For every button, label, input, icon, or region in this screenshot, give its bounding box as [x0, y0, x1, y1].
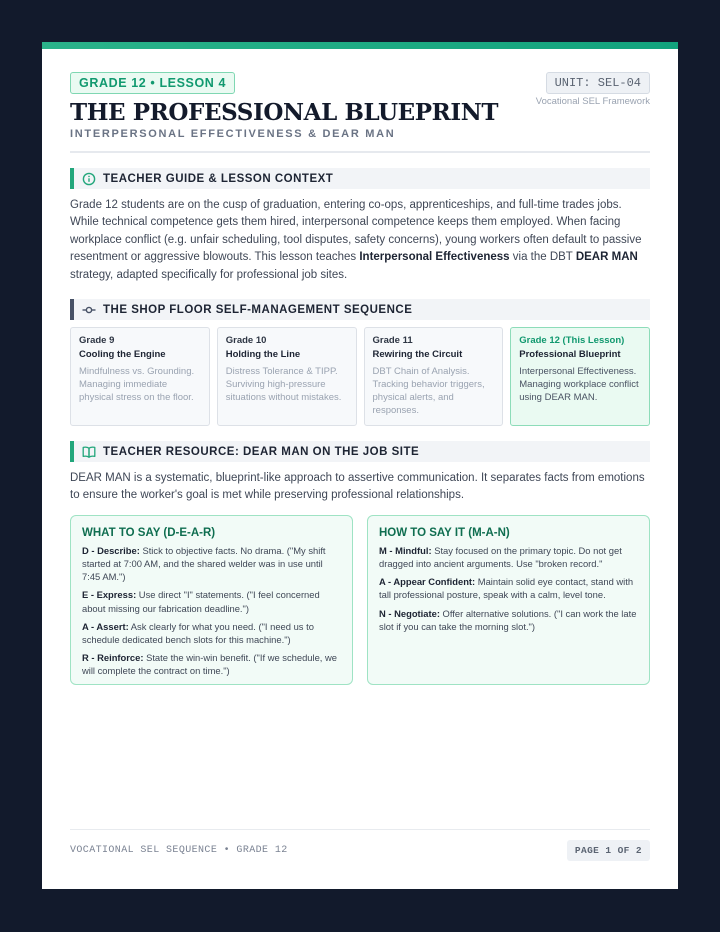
info-circle-icon [82, 172, 96, 186]
page-number: PAGE 1 OF 2 [567, 840, 650, 861]
footer-divider [70, 829, 650, 830]
dear-box [70, 515, 353, 685]
item-text: Stick to objective facts. No drama. ("My shift started at 7:00 AM, and the shared welder was in use until 7:45 AM.") [82, 544, 326, 583]
item-text: Use direct "I" statements. ("I feel concerned about missing our fabrication deadline.") [82, 589, 320, 614]
sequence-card-grade-11 [364, 327, 504, 426]
commit-node-icon [82, 303, 96, 317]
guide-text: Grade 12 students are on the cusp of graduation, entering co-ops, apprenticeships, and full-time trades jobs. While technical competence gets them hired, interpersonal competence keeps them employed. When facing workplace conflict (e.g. unfair scheduling, tool disputes, safety concerns), young workers often default to passive resentment or aggressive blowouts. This lesson teaches [70, 199, 642, 264]
dear-item-describe [82, 544, 341, 584]
page-title: THE PROFESSIONAL BLUEPRINT [70, 99, 499, 126]
dear-item-express [82, 588, 341, 614]
guide-text: via the DBT [509, 251, 576, 264]
item-text: Stay focused on the primary topic. Do not get dragged into ancient arguments. Use "broken record." [379, 544, 622, 570]
sequence-card-grade-12-current [510, 327, 650, 426]
card-grade: Grade 12 (This Lesson) [519, 335, 625, 347]
card-description: Mindfulness vs. Grounding. Managing immediate physical stress on the floor. [79, 366, 195, 404]
card-grade: Grade 11 [372, 335, 413, 347]
item-term: N - Negotiate: [379, 607, 440, 619]
man-item-negotiate [379, 607, 638, 633]
card-title: Cooling the Engine [79, 349, 166, 361]
card-title: Holding the Line [225, 349, 301, 361]
guide-emphasis: DEAR MAN [575, 251, 638, 264]
sequence-card-grade-10 [217, 327, 357, 426]
item-term: E - Express: [82, 589, 137, 601]
section-heading: TEACHER RESOURCE: DEAR MAN ON THE JOB SITE [103, 445, 420, 458]
accent-bar [42, 42, 678, 49]
section-sequence [70, 299, 650, 320]
item-term: R - Reinforce: [82, 652, 144, 664]
man-item-appear-confident [379, 575, 638, 601]
man-box [367, 515, 650, 685]
sequence-card-grade-9 [70, 327, 210, 426]
page-content [70, 72, 650, 685]
card-description: DBT Chain of Analysis. Tracking behavior triggers, physical alerts, and responses. [372, 366, 485, 417]
card-grade: Grade 9 [79, 335, 115, 347]
unit-code: UNIT: SEL-04 [546, 72, 650, 94]
guide-paragraph [70, 197, 650, 284]
header [70, 72, 650, 140]
item-text: Ask clearly for what you need. ("I need us to schedule dedicated bench slots for this machine.") [82, 620, 314, 646]
lesson-badge: GRADE 12 • LESSON 4 [70, 72, 235, 94]
item-text: Offer alternative solutions. ("I can work the late slot if you can take the morning slot.") [379, 607, 637, 632]
sequence-cards [70, 327, 650, 426]
footer-label: VOCATIONAL SEL SEQUENCE • GRADE 12 [70, 845, 288, 856]
guide-emphasis: Interpersonal Effectiveness [359, 251, 510, 264]
box-title: HOW TO SAY IT (M-A-N) [379, 526, 510, 539]
item-term: A - Appear Confident: [379, 576, 476, 588]
item-term: D - Describe: [82, 544, 140, 556]
dear-man-boxes [70, 515, 650, 685]
item-text: Maintain solid eye contact, stand with tall professional posture, speak with a calm, level tone. [379, 576, 634, 601]
resource-intro: DEAR MAN is a systematic, blueprint-like approach to assertive communication. It separates facts from emotions to ensure the worker's goal is met while preserving professional relationships. [70, 472, 645, 502]
section-teacher-guide [70, 168, 650, 189]
card-grade: Grade 10 [225, 335, 267, 347]
item-text: State the win-win benefit. ("If we schedule, we will complete the contract on time.") [82, 652, 337, 677]
section-heading: THE SHOP FLOOR SELF-MANAGEMENT SEQUENCE [103, 303, 413, 316]
dear-item-assert [82, 620, 341, 646]
framework-label: Vocational SEL Framework [535, 96, 650, 107]
dear-item-reinforce [82, 651, 341, 677]
box-title: WHAT TO SAY (D-E-A-R) [82, 526, 216, 539]
lesson-page [42, 42, 678, 889]
man-item-mindful [379, 544, 638, 570]
item-term: A - Assert: [82, 620, 129, 632]
card-title: Professional Blueprint [519, 349, 621, 361]
header-divider [70, 151, 650, 153]
page-subtitle: INTERPERSONAL EFFECTIVENESS & DEAR MAN [70, 128, 396, 140]
card-description: Interpersonal Effectiveness. Managing workplace conflict using DEAR MAN. [519, 366, 639, 404]
section-teacher-resource [70, 441, 650, 462]
guide-text: strategy, adapted specifically for professional job sites. [70, 268, 348, 281]
card-title: Rewiring the Circuit [372, 349, 463, 361]
card-description: Distress Tolerance & TIPP. Surviving high-pressure situations without mistakes. [225, 366, 342, 404]
item-term: M - Mindful: [379, 544, 432, 556]
open-book-icon [82, 445, 96, 459]
section-heading: TEACHER GUIDE & LESSON CONTEXT [103, 172, 334, 185]
